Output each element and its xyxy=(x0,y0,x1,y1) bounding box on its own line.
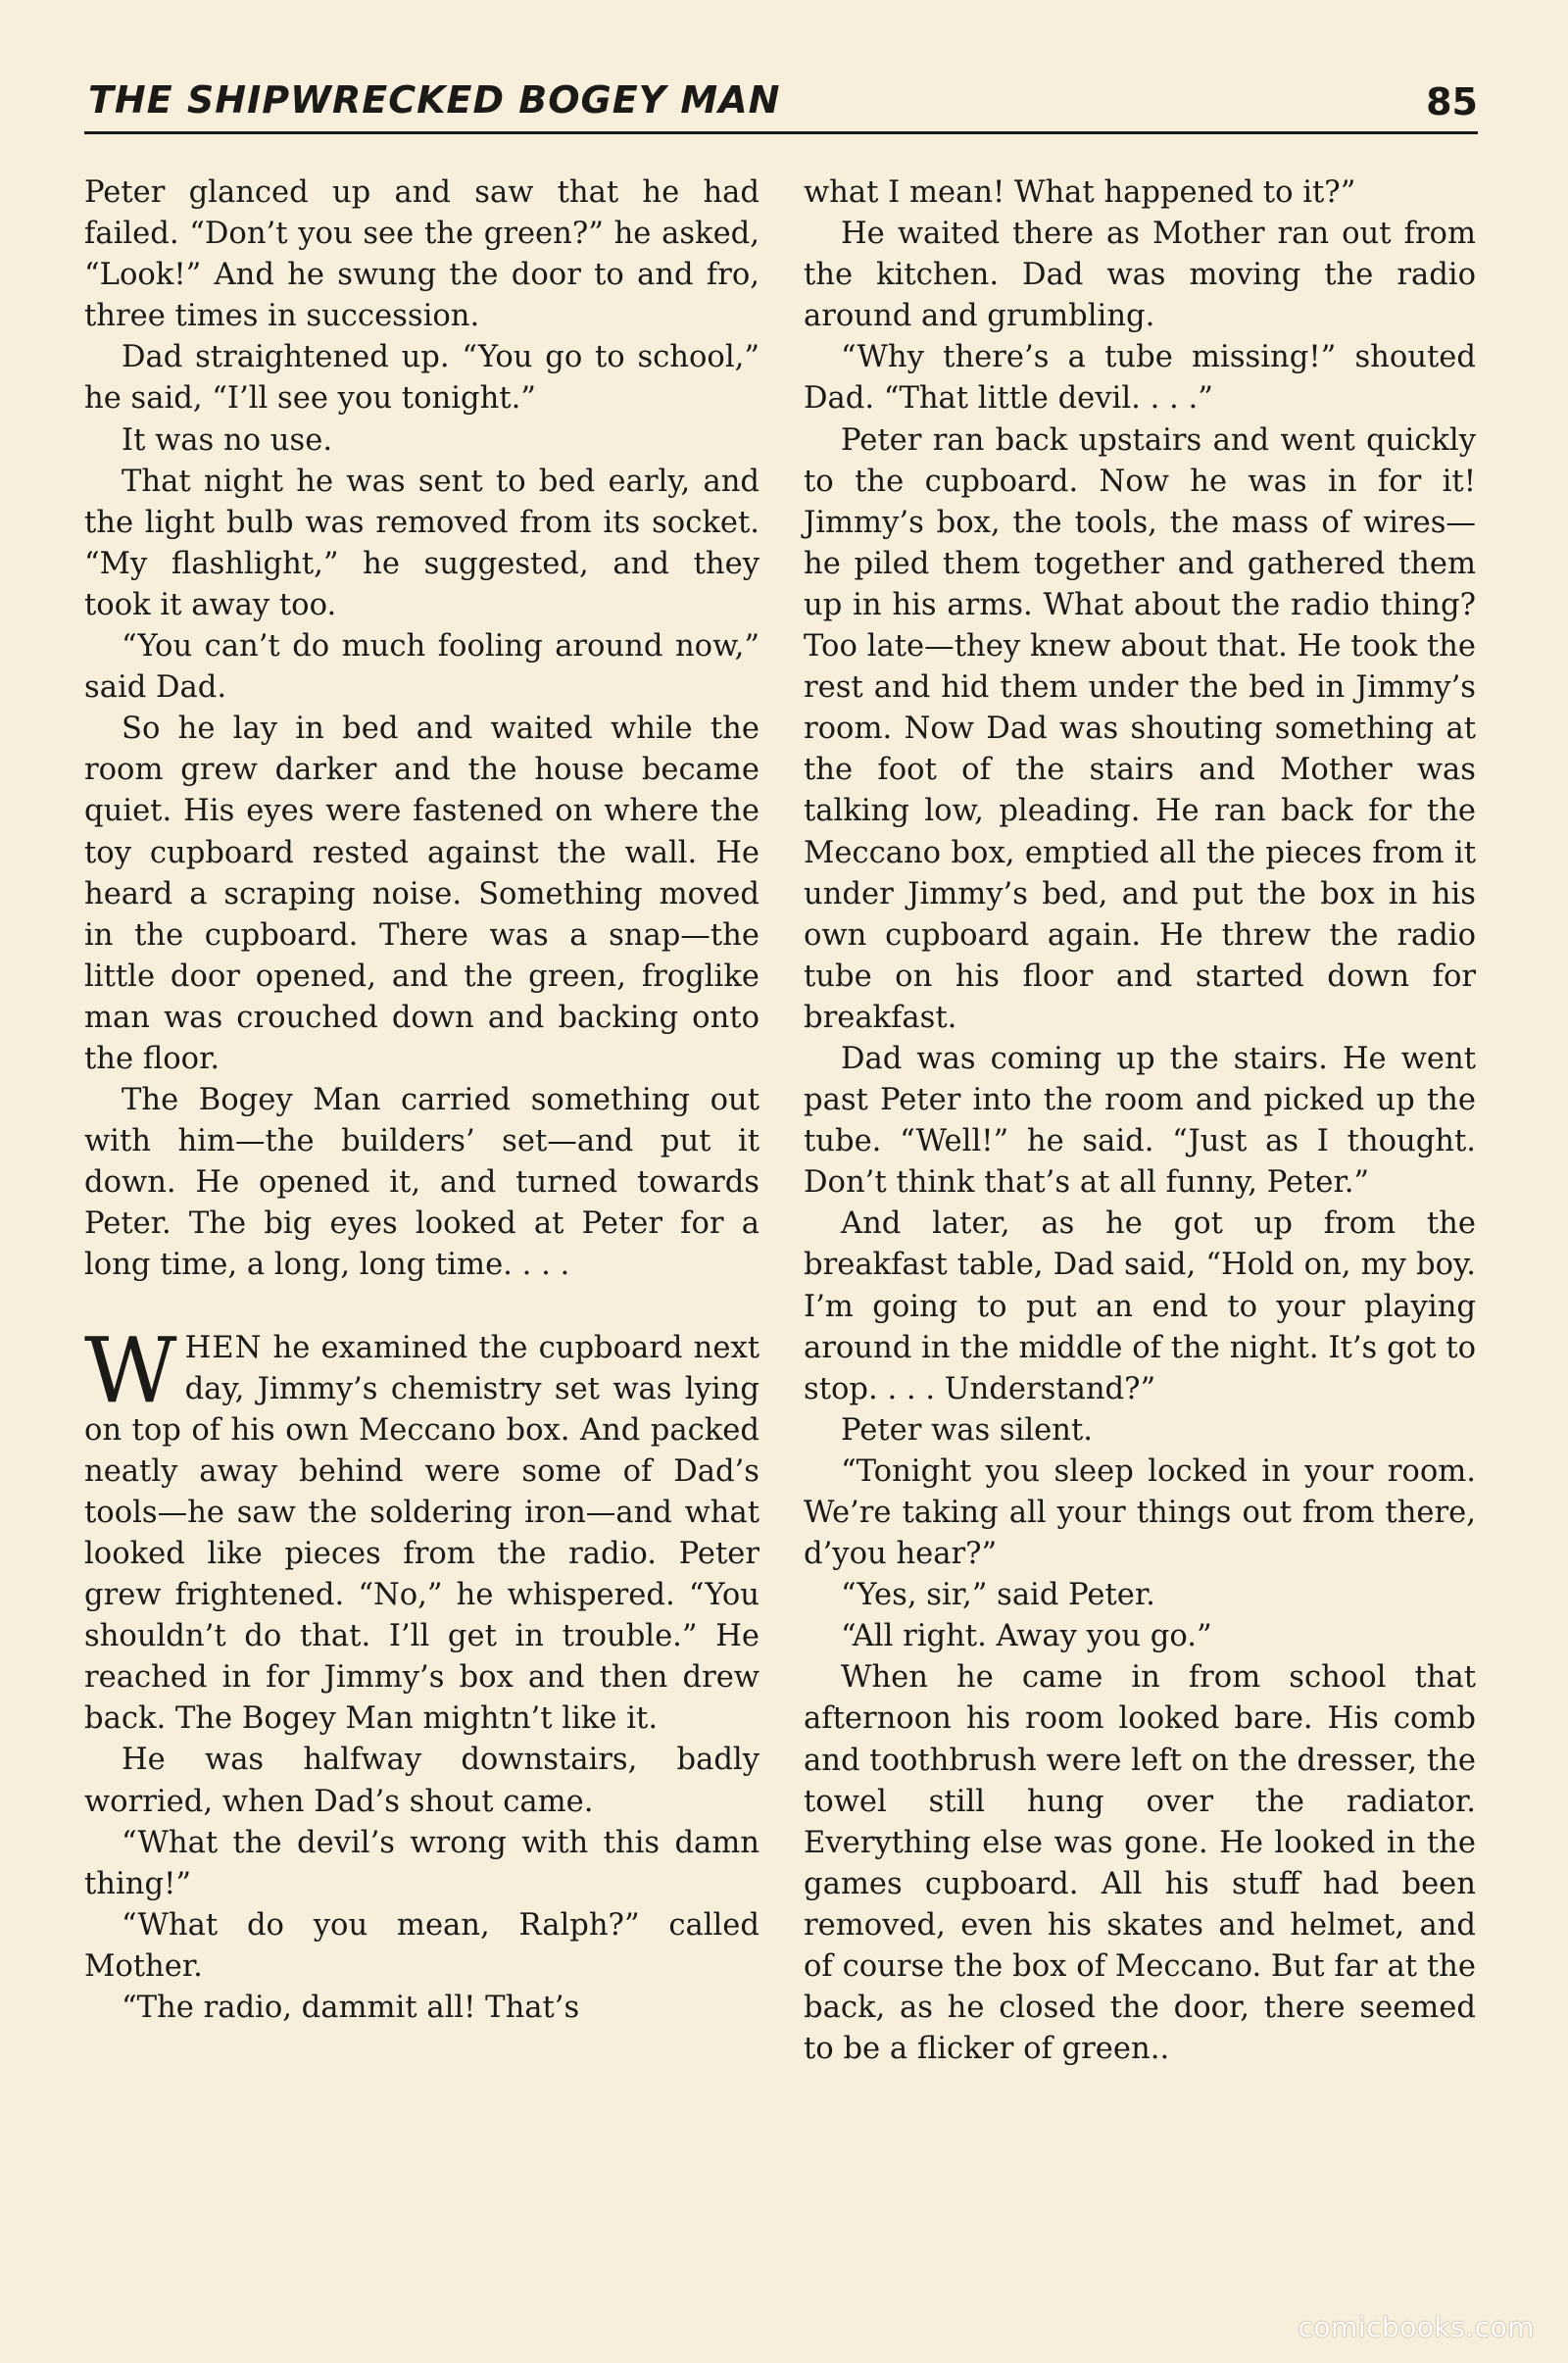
paragraph: “All right. Away you go.” xyxy=(841,1619,1212,1654)
paragraph: That night he was sent to bed early, and the light bulb was removed from its socket. “My flashlight,” he suggested, and they took it away too. xyxy=(84,464,760,622)
section-opening-paragraph xyxy=(84,1317,760,1741)
page-number: 85 xyxy=(1426,80,1478,123)
paragraph: “What do you mean, Ralph?” called Mother. xyxy=(84,1907,760,1984)
paragraph: He was halfway downstairs, badly worried, when Dad’s shout came. xyxy=(84,1743,760,1819)
paragraph: “You can’t do much fooling around now,” said Dad. xyxy=(84,629,760,706)
paragraph: It was no use. xyxy=(122,422,333,458)
paragraph: Peter was silent. xyxy=(841,1412,1094,1448)
left-column xyxy=(84,172,760,2289)
paragraph: Peter glanced up and saw that he had failed. “Don’t you see the green?” he asked, “Look!” And he swung the door to and fro, three times in succession. xyxy=(84,175,760,334)
header-rule xyxy=(84,131,1478,134)
paragraph: Peter ran back upstairs and went quickly to the cupboard. Now he was in for it! Jimmy’s box, the tools, the mass of wires—he piled them together and gathered them up in his arms. What about the radio thing? Too late—they knew about that. He took the rest and hid them under the bed in Jimmy’s room. Now Dad was shouting something at the foot of the stairs and Mother was talking low, pleading. He ran back for the Meccano box, emptied all the pieces from it under Jimmy’s bed, and put the box in his own cupboard again. He threw the radio tube on his floor and started down for breakfast. xyxy=(804,422,1476,1035)
paragraph: Dad straightened up. “You go to school,” he said, “I’ll see you tonight.” xyxy=(84,340,760,417)
source-watermark: comicbooks.com xyxy=(1298,2311,1535,2343)
page-header xyxy=(84,74,1478,133)
paragraph: “The radio, dammit all! That’s xyxy=(122,1991,580,2026)
running-title: THE SHIPWRECKED BOGEY MAN xyxy=(88,78,781,122)
paragraph: When he came in from school that afternoon his room looked bare. His comb and toothbrush were left on the dresser, the towel still hung over the radiator. Everything else was gone. He looked in the games cupboard. All his stuff had been removed, even his skates and helmet, and of course the box of Meccano. But far at the back, as he closed the door, there seemed to be a flicker of green.. xyxy=(804,1660,1476,2067)
paragraph: Dad was coming up the stairs. He went past Peter into the room and picked up the tube. “Well!” he said. “Just as I thought. Don’t think that’s at all funny, Peter.” xyxy=(804,1041,1476,1201)
drop-cap: W xyxy=(84,1317,177,1423)
right-column xyxy=(804,172,1476,2289)
paragraph: He waited there as Mother ran out from the kitchen. Dad was moving the radio around and grumbling. xyxy=(804,217,1476,334)
paragraph: “What the devil’s wrong with this damn thing!” xyxy=(84,1825,760,1901)
paragraph: So he lay in bed and waited while the room grew darker and the house became quiet. His eyes were fastened on where the toy cupboard rested against the wall. He heard a scraping noise. Something moved in the cupboard. There was a snap—the little door opened, and the green, froglike man was crouched down and backing onto the floor. xyxy=(84,712,760,1076)
continued-line: what I mean! What happened to it?” xyxy=(804,175,1356,210)
paragraph: “Why there’s a tube missing!” shouted Dad. “That little devil. . . .” xyxy=(804,340,1476,417)
paragraph: “Yes, sir,” said Peter. xyxy=(841,1578,1155,1613)
paragraph: “Tonight you sleep locked in your room. We’re taking all your things out from there, d’you hear?” xyxy=(804,1453,1476,1572)
section-opening-smallcaps: HEN xyxy=(184,1330,263,1365)
paragraph: And later, as he got up from the breakfast table, Dad said, “Hold on, my boy. I’m going to put an end to your playing around in the middle of the night. It’s got to stop. . . . Understand?” xyxy=(804,1206,1476,1406)
section-opening-text: he examined the cupboard next day, Jimmy’s chemistry set was lying on top of his own Meccano box. And packed neatly away behind were some of Dad’s tools—he saw the soldering iron—and what looked like pieces from the radio. Peter grew frightened. “No,” he whispered. “You shouldn’t do that. I’ll get in trouble.” He reached in for Jimmy’s box and then drew back. The Bogey Man mightn’t like it. xyxy=(84,1330,760,1737)
paragraph: The Bogey Man carried something out with him—the builders’ set—and put it down. He opened it, and turned towards Peter. The big eyes looked at Peter for a long time, a long, long time. . . . xyxy=(84,1083,760,1283)
section-break xyxy=(84,1287,760,1328)
